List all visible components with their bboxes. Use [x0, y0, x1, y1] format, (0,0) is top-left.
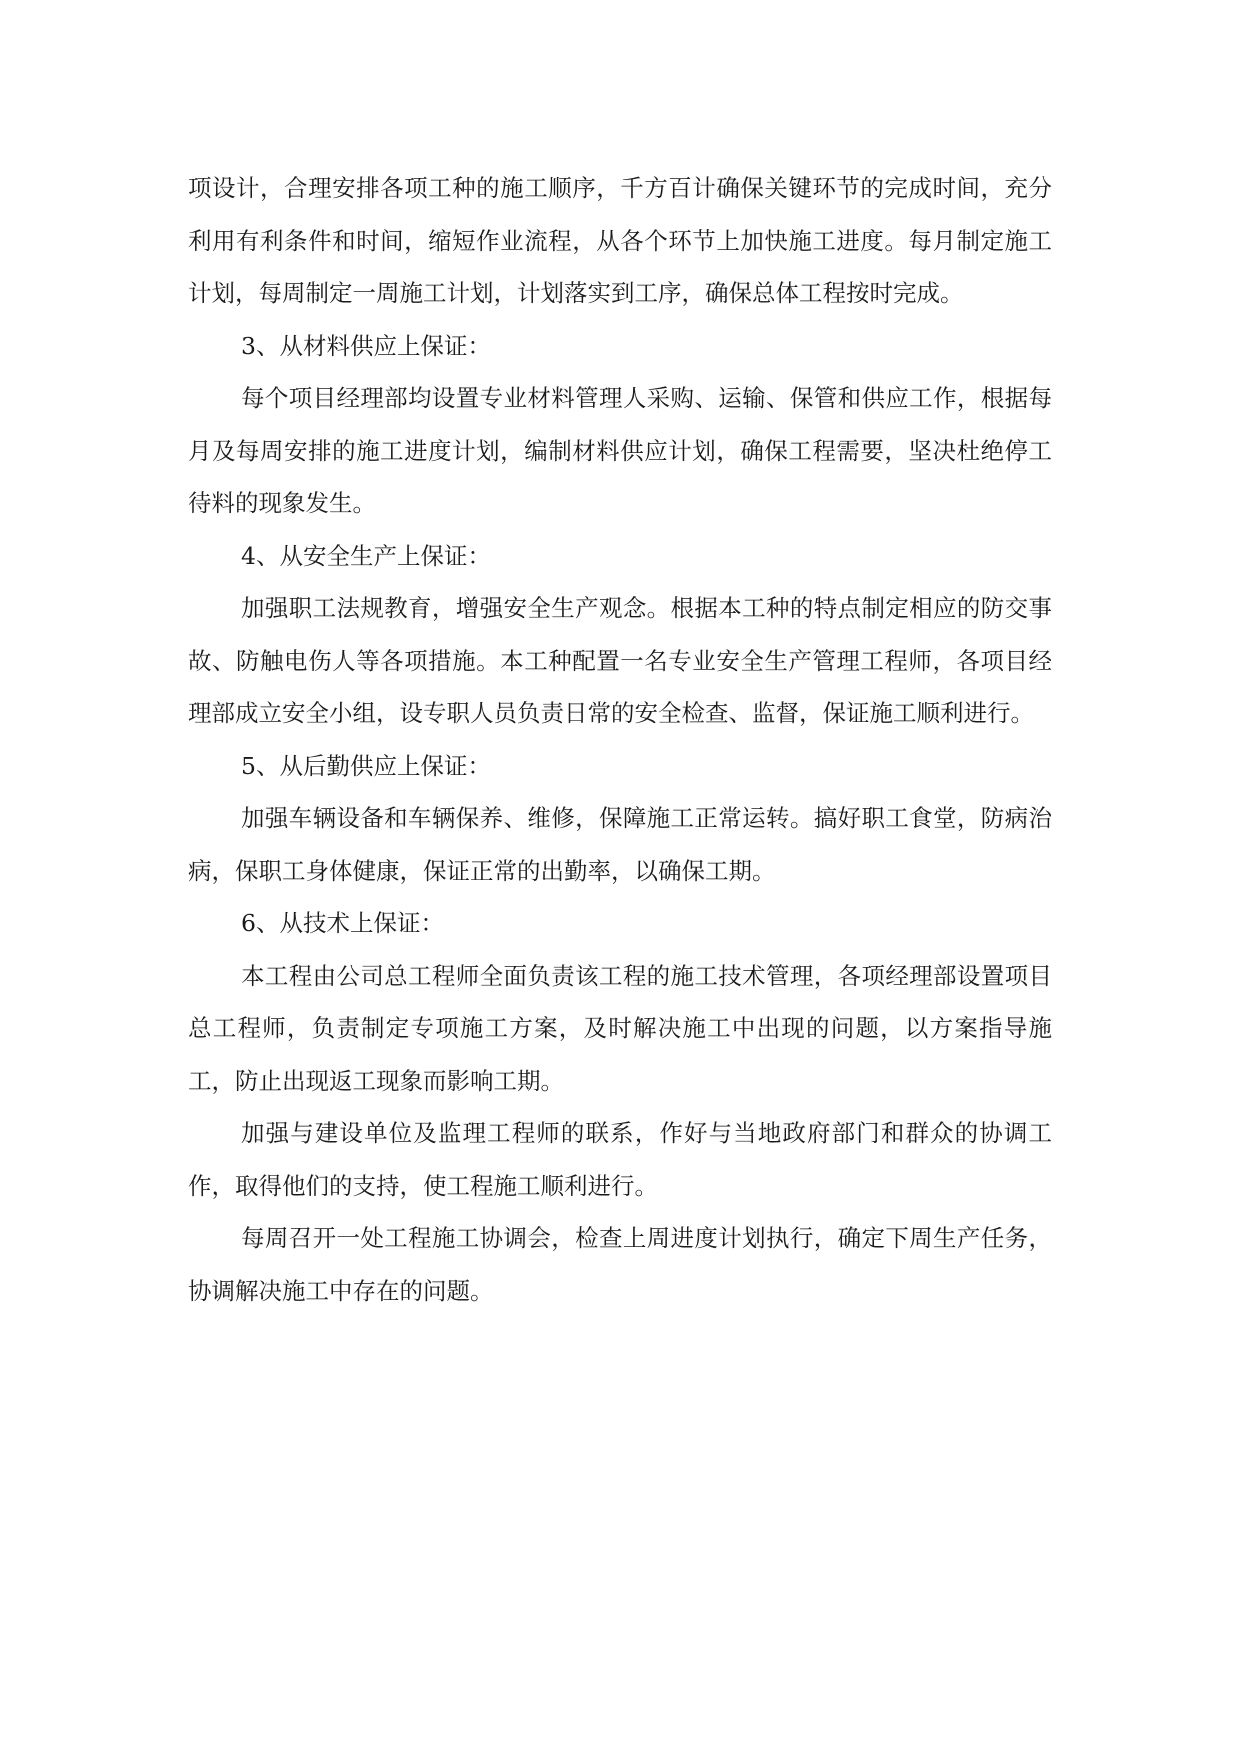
- paragraph-weekly-meeting: 每周召开一处工程施工协调会，检查上周进度计划执行，确定下周生产任务，协调解决施工中存在的问题。: [188, 1224, 1052, 1305]
- section-heading-safety: 4、从安全生产上保证：: [241, 541, 491, 570]
- paragraph-coordination: 加强与建设单位及监理工程师的联系，作好与当地政府部门和群众的协调工作，取得他们的支持，使工程施工顺利进行。: [188, 1119, 1052, 1200]
- paragraph-safety: 加强职工法规教育，增强安全生产观念。根据本工种的特点制定相应的防交事故、防触电伤人等各项措施。本工种配置一名专业安全生产管理工程师，各项目经理部成立安全小组，设专职人员负责日常的安全检查、监督，保证施工顺利进行。: [188, 594, 1052, 727]
- paragraph-logistics: 加强车辆设备和车辆保养、维修，保障施工正常运转。搞好职工食堂，防病治病，保职工身体健康，保证正常的出勤率，以确保工期。: [188, 804, 1052, 885]
- paragraph-material-supply: 每个项目经理部均设置专业材料管理人采购、运输、保管和供应工作，根据每月及每周安排的施工进度计划，编制材料供应计划，确保工程需要，坚决杜绝停工待料的现象发生。: [188, 384, 1052, 517]
- section-heading-logistics: 5、从后勤供应上保证：: [241, 751, 491, 780]
- section-heading-material-supply: 3、从材料供应上保证：: [241, 331, 491, 360]
- paragraph-continuation: 项设计，合理安排各项工种的施工顺序，千方百计确保关键环节的完成时间，充分利用有利条件和时间，缩短作业流程，从各个环节上加快施工进度。每月制定施工计划，每周制定一周施工计划，计划落实到工序，确保总体工程按时完成。: [188, 174, 1052, 307]
- section-heading-technical: 6、从技术上保证：: [241, 909, 444, 937]
- paragraph-technical: 本工程由公司总工程师全面负责该工程的施工技术管理，各项经理部设置项目总工程师，负责制定专项施工方案，及时解决施工中出现的问题，以方案指导施工，防止出现返工现象而影响工期。: [188, 961, 1052, 1095]
- document-body: [188, 162, 1052, 1317]
